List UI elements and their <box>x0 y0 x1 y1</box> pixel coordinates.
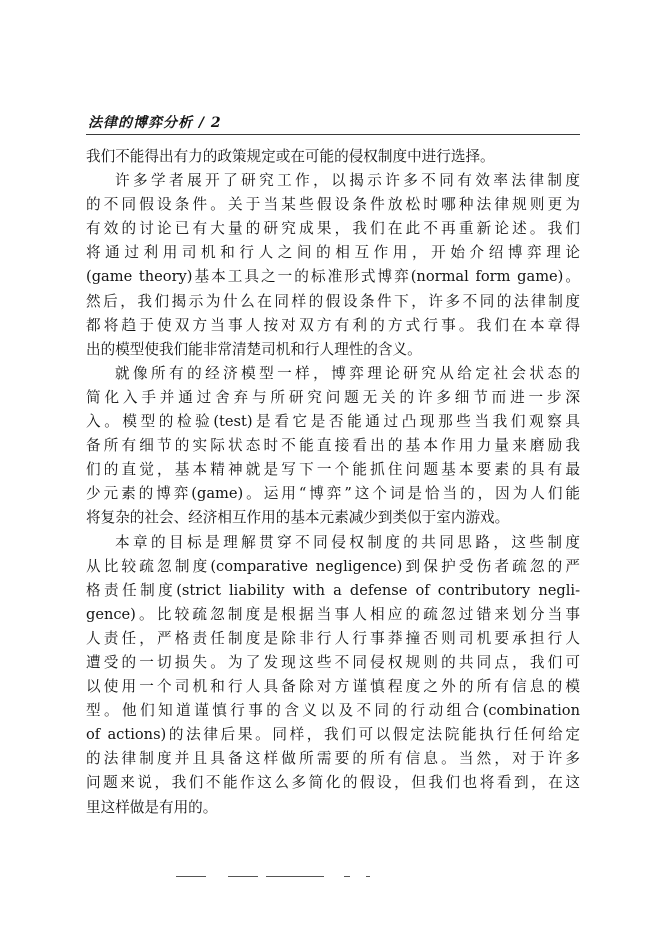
text-line: 里这样做是有用的。 <box>86 798 218 816</box>
text-line: 问题来说，我们不能作这么多简化的假设，但我们也将看到，在这 <box>86 774 580 792</box>
text-line: 本章的目标是理解贯穿不同侵权制度的共同思路，这些制度 <box>115 533 580 551</box>
text-line: 出的模型使我们能非常清楚司机和行人理性的含义。 <box>86 340 422 358</box>
text-line: 都将趋于使双方当事人按对双方有利的方式行事。我们在本章得 <box>86 316 580 334</box>
text-line: 人责任，严格责任制度是除非行人行事莽撞否则司机要承担行人 <box>86 629 580 647</box>
text-line: 简化入手并通过舍弃与所研究问题无关的许多细节而进一步深 <box>86 388 580 406</box>
text-line: 许多学者展开了研究工作，以揭示许多不同有效率法律制度 <box>115 172 580 190</box>
text-line: 的法律制度并且具备这样做所需要的所有信息。当然，对于许多 <box>86 750 580 768</box>
text-line: (game theory)基本工具之一的标准形式博弈(normal form game)。 <box>86 268 580 286</box>
text-line: 我们不能得出有力的政策规定或在可能的侵权制度中进行选择。 <box>86 148 495 165</box>
text-line: 然后，我们揭示为什么在同样的假设条件下，许多不同的法律制度 <box>86 292 580 310</box>
text-line: 备所有细节的实际状态时不能直接看出的基本作用力量来磨励我 <box>86 437 580 455</box>
text-line: 就像所有的经济模型一样，博弈理论研究从给定社会状态的 <box>115 364 580 382</box>
text-line: of actions)的法律后果。同样，我们可以假定法院能执行任何给定 <box>86 726 580 744</box>
text-line: 将通过利用司机和行人之间的相互作用，开始介绍博弈理论 <box>86 244 580 262</box>
text-line: gence)。比较疏忽制度是根据当事人相应的疏忽过错来划分当事 <box>86 605 580 623</box>
header-rule <box>86 134 580 135</box>
text-line: 将复杂的社会、经济相互作用的基本元素减少到类似于室内游戏。 <box>86 509 510 527</box>
text-line: 的不同假设条件。关于当某些假设条件放松时哪种法律规则更为 <box>86 196 580 214</box>
text-line: 有效的讨论已有大量的研究成果，我们在此不再重新论述。我们 <box>86 220 580 238</box>
paragraph <box>86 145 580 169</box>
text-line: 们的直觉，基本精神就是写下一个能抓住问题基本要素的具有最 <box>86 461 580 479</box>
text-line: 少元素的博弈(game)。运用“博弈”这个词是恰当的，因为人们能 <box>86 485 580 503</box>
running-header: 法律的博弈分析 / 2 <box>88 115 222 131</box>
page-bottom-marks <box>176 876 376 880</box>
text-line: 以使用一个司机和行人具备除对方谨慎程度之外的所有信息的模 <box>86 678 580 696</box>
text-line: 遭受的一切损失。为了发现这些不同侵权规则的共同点，我们可 <box>86 653 580 671</box>
paragraph <box>86 531 580 820</box>
text-line: 从比较疏忽制度(comparative negligence)到保护受伤者疏忽的严 <box>86 557 580 575</box>
text-line: 格责任制度(strict liability with a defense of contributory negli- <box>86 581 580 599</box>
body-text <box>86 145 580 820</box>
text-line: 入。模型的检验(test)是看它是否能通过凸现那些当我们观察具 <box>86 413 580 431</box>
paragraph <box>86 169 580 362</box>
text-line: 型。他们知道谨慎行事的含义以及不同的行动组合(combination <box>86 702 580 720</box>
paragraph <box>86 362 580 531</box>
